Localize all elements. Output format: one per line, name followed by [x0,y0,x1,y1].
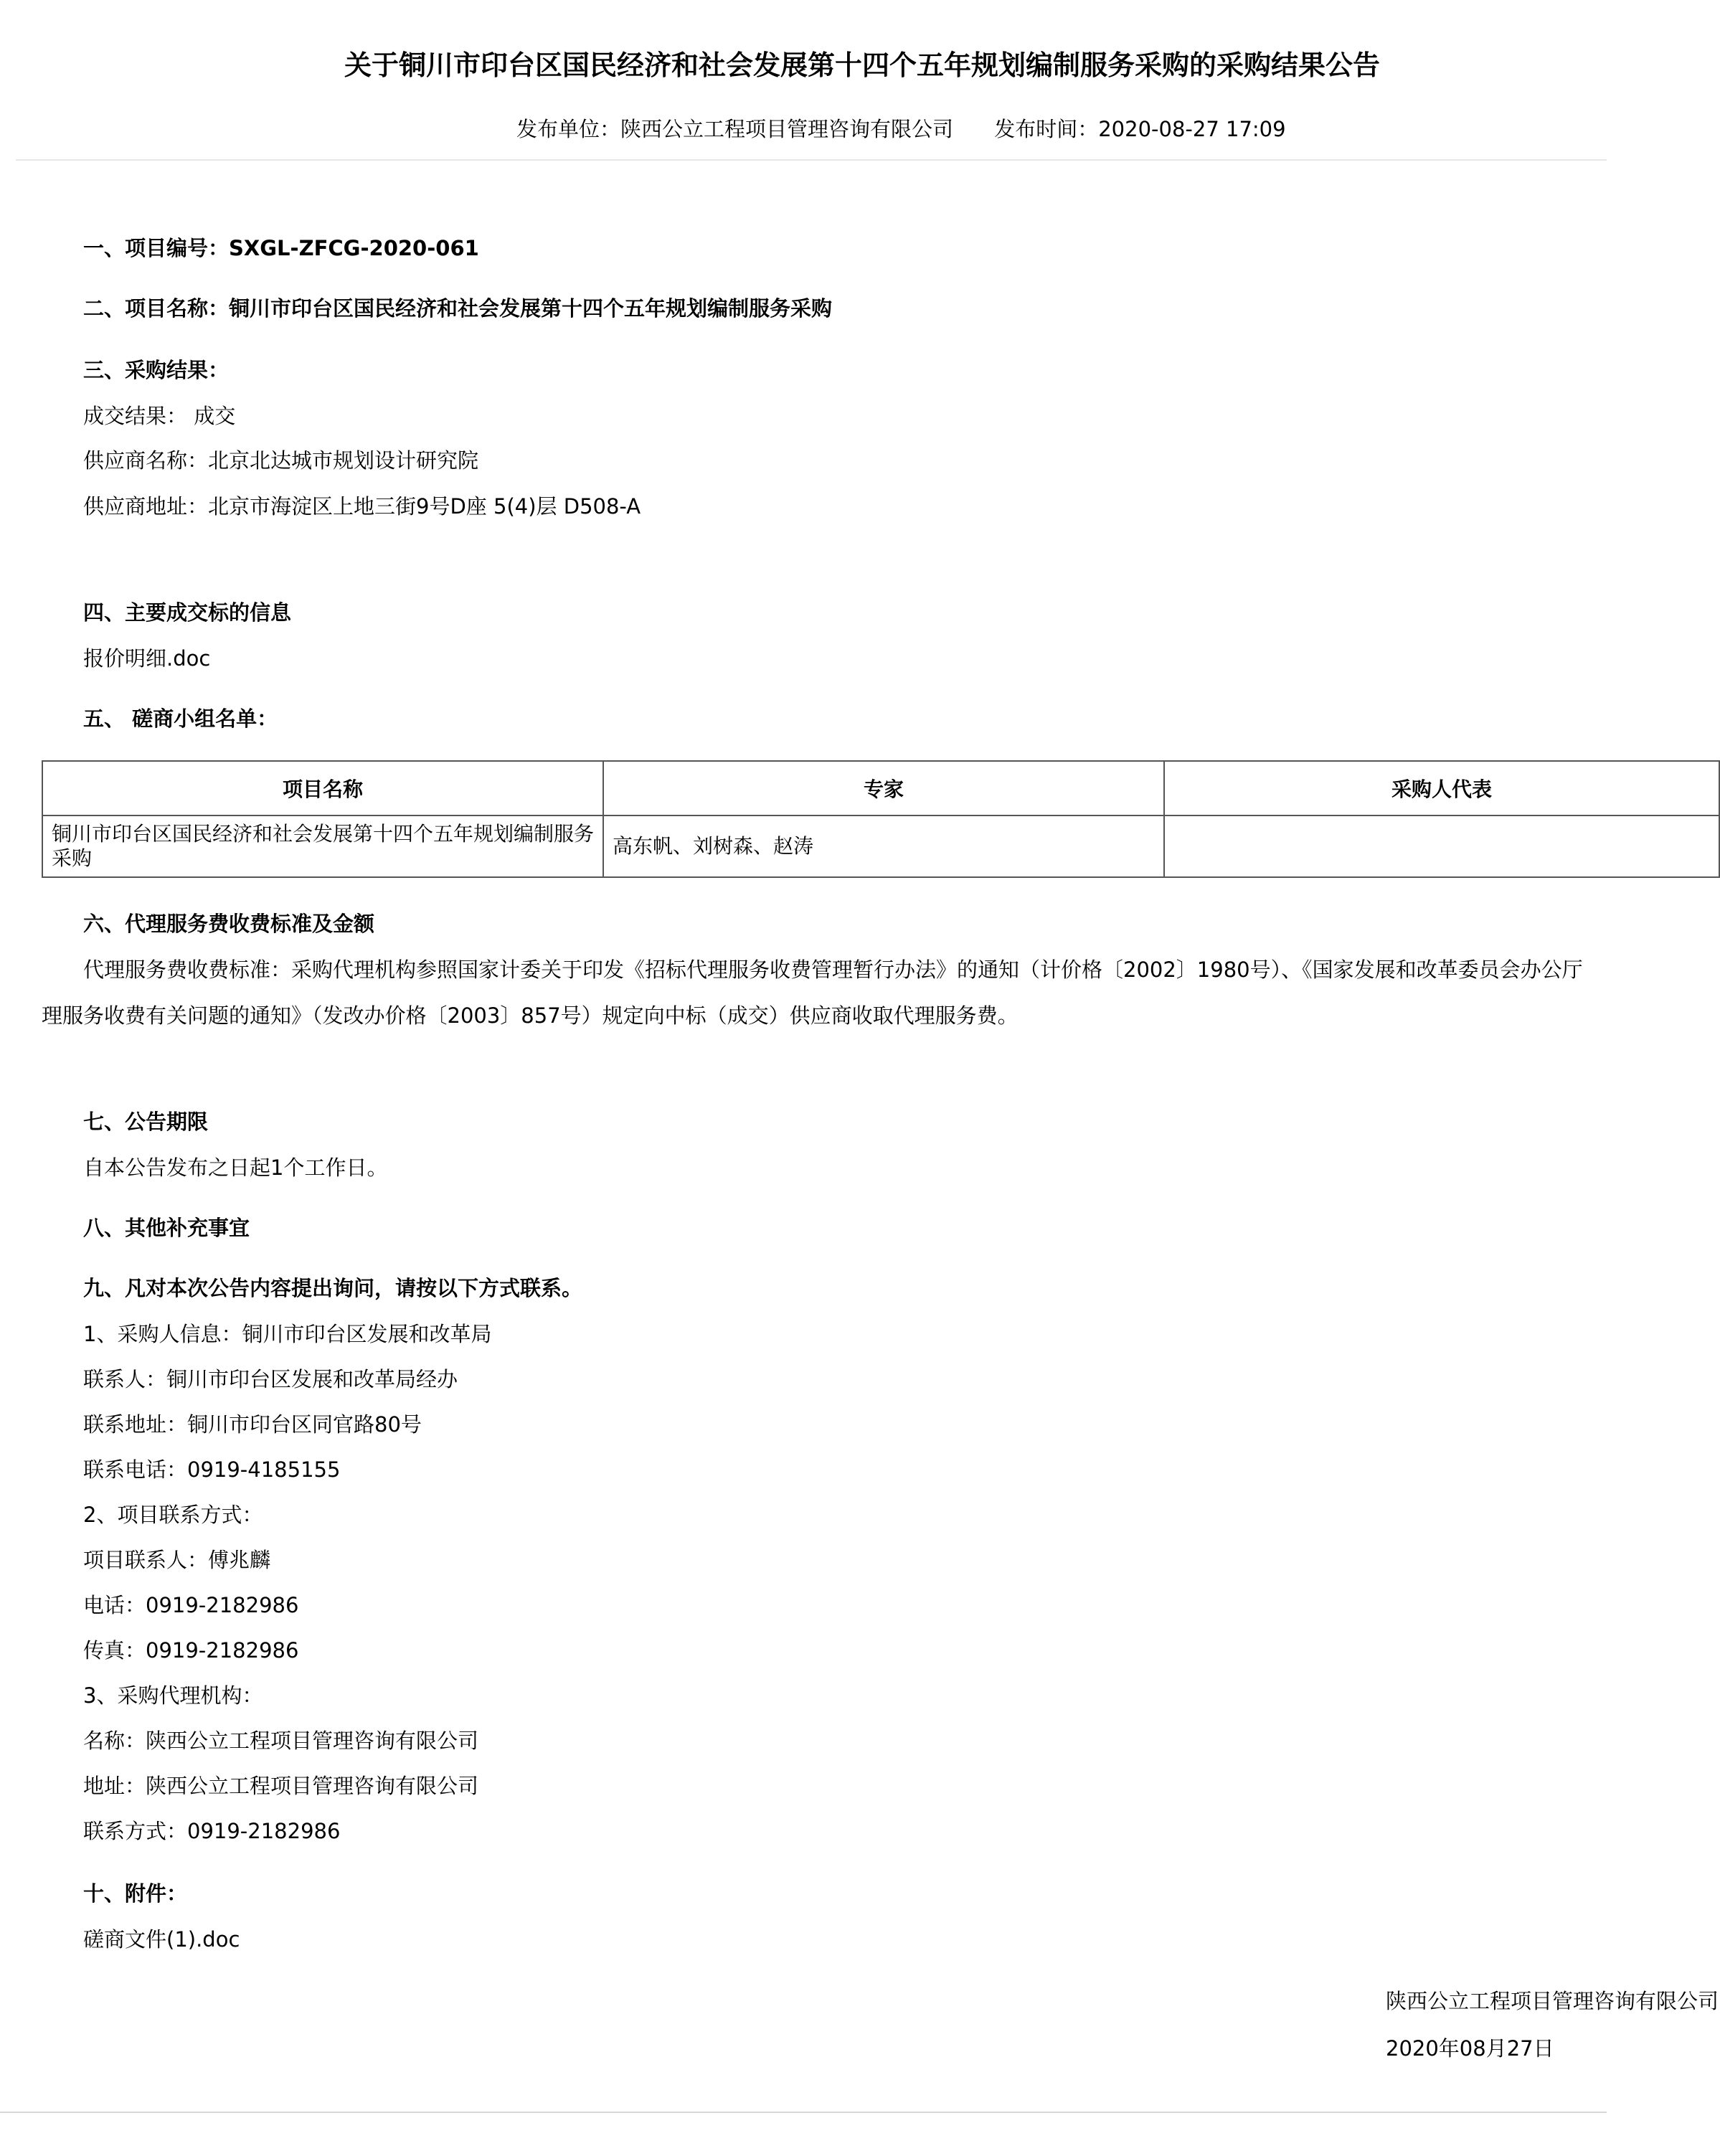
main-item-heading: 四、主要成交标的信息 [83,600,292,625]
table-row [42,815,1719,877]
attachment-heading: 十、附件： [83,1881,188,1906]
quote-detail-attachment[interactable]: 报价明细.doc [83,646,211,671]
table-header-row [42,761,1719,815]
page-title: 关于铜川市印台区国民经济和社会发展第十四个五年规划编制服务采购的采购结果公告 [344,49,1381,81]
contact-line: 2、项目联系方式： [83,1503,263,1527]
publisher: 发布单位：陕西公立工程项目管理咨询有限公司 [516,117,954,141]
contact-line: 项目联系人：傅兆麟 [83,1548,271,1572]
supplier-name: 供应商名称：北京北达城市规划设计研究院 [83,448,479,473]
notice-period-heading: 七、公告期限 [83,1110,209,1134]
contact-line: 3、采购代理机构： [83,1683,263,1708]
result-heading: 三、采购结果： [83,358,230,382]
publish-time: 发布时间：2020-08-27 17:09 [994,117,1286,141]
supplier-address: 供应商地址：北京市海淀区上地三街9号D座 5(4)层 D508-A [83,494,641,519]
contact-line: 名称：陕西公立工程项目管理咨询有限公司 [83,1729,479,1753]
cell-experts: 高东帆、刘树森、赵涛 [603,815,1164,877]
notice-period-text: 自本公告发布之日起1个工作日。 [83,1155,388,1180]
col-project-name: 项目名称 [42,761,603,815]
agency-fee-text-1: 代理服务费收费标准：采购代理机构参照国家计委关于印发《招标代理服务收费管理暂行办法》的通知（计价格〔2002〕1980号）、《国家发展和改革委员会办公厅 [83,958,1583,982]
panel-table [42,760,1720,878]
agency-fee-text-2: 理服务收费有关问题的通知》（发改办价格〔2003〕857号）规定向中标（成交）供应商收取代理服务费。 [42,1003,1019,1028]
signature-date: 2020年08月27日 [1386,2036,1554,2061]
publish-meta [516,115,1320,143]
project-name: 二、项目名称：铜川市印台区国民经济和社会发展第十四个五年规划编制服务采购 [83,296,833,321]
consultation-file-attachment[interactable]: 磋商文件(1).doc [83,1927,240,1952]
other-matters-heading: 八、其他补充事宜 [83,1216,250,1240]
bottom-divider [0,2112,1607,2113]
cell-purchaser-rep [1164,815,1719,877]
cell-project-name: 铜川市印台区国民经济和社会发展第十四个五年规划编制服务采购 [42,815,603,877]
contact-line: 联系地址：铜川市印台区同官路80号 [83,1412,422,1437]
project-number: 一、项目编号：SXGL-ZFCG-2020-061 [83,236,479,260]
panel-list-heading: 五、 磋商小组名单： [83,706,278,731]
contact-line: 1、采购人信息：铜川市印台区发展和改革局 [83,1322,492,1346]
contact-line: 联系方式：0919-2182986 [83,1819,341,1843]
deal-result: 成交结果： 成交 [83,404,236,428]
signature-org: 陕西公立工程项目管理咨询有限公司 [1386,1989,1719,2013]
contact-line: 传真：0919-2182986 [83,1638,299,1663]
contact-heading: 九、凡对本次公告内容提出询问，请按以下方式联系。 [83,1276,583,1300]
agency-fee-heading: 六、代理服务费收费标准及金额 [83,912,375,936]
contact-line: 地址：陕西公立工程项目管理咨询有限公司 [83,1774,479,1798]
contact-line: 电话：0919-2182986 [83,1593,299,1617]
col-purchaser-rep: 采购人代表 [1164,761,1719,815]
contact-line: 联系人：铜川市印台区发展和改革局经办 [83,1367,458,1391]
col-experts: 专家 [603,761,1164,815]
contact-line: 联系电话：0919-4185155 [83,1457,341,1482]
top-divider [16,159,1607,161]
